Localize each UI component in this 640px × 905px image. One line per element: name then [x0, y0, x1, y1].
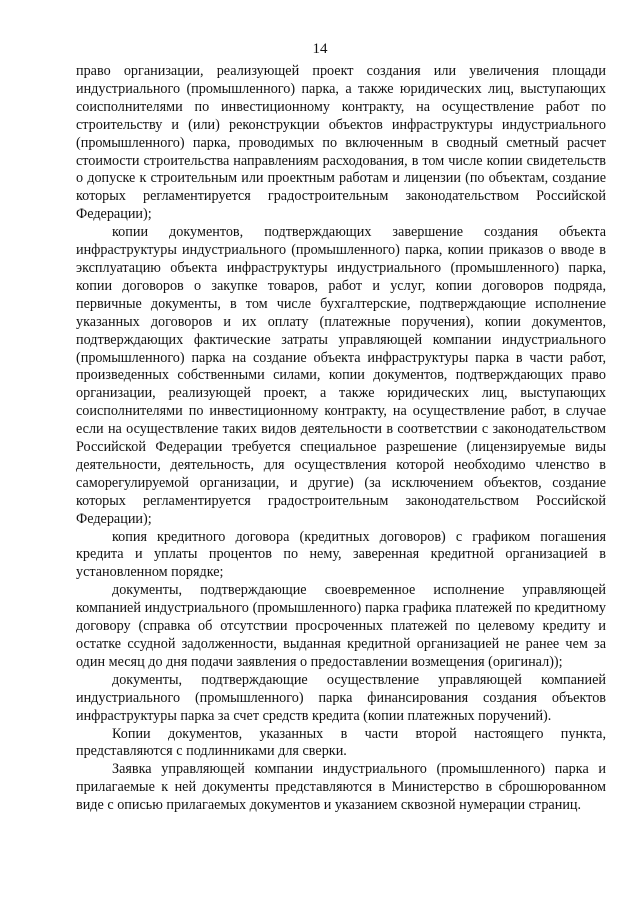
page-number: 14 — [312, 41, 328, 57]
paragraph-credit-agreement: копия кредитного договора (кредитных договоров) с графиком погашения кредита и уплаты процентов по нему, заверенная кредитной организацией в установленном порядке; — [76, 528, 606, 581]
paragraph-completion-documents: копии документов, подтверждающих завершение создания объекта инфраструктуры индустриального (промышленного) парка, копии приказов о вводе в эксплуатацию объекта инфраструктуры индустриального (промышленного) парка, копии договоров о закупке товаров, работ и услуг, копии договоров подряда, первичные документы, в том числе бухгалтерские, подтверждающие исполнение указанных договоров и их оплату (платежные поручения), копии документов, подтверждающих фактические затраты управляющей компании индустриального (промышленного) парка на создание объекта инфраструктуры парка в части работ, произведенных собственными силами, копии документов, подтверждающих право организации, реализующей проект, а также юридических лиц, выступающих соисполнителями по инвестиционному контракту, на осуществление работ, в случае если на осуществление таких видов деятельности в соответствии с законодательством Российской Федерации требуется специальное разрешение (лицензируемые виды деятельности, деятельность, для осуществления которой необходимо членство в саморегулируемой организации, и другие) (за исключением объектов, создание которых регламентируется градостроительным законодательством Российской Федерации); — [76, 224, 606, 527]
paragraph-financing-documents: документы, подтверждающие осуществление управляющей компанией индустриального (промышленного) парка финансирования создания объектов инфраструктуры парка за счет средств кредита (копии платежных поручений). — [76, 671, 606, 724]
document-body — [76, 63, 606, 815]
paragraph-payment-schedule: документы, подтверждающие своевременное исполнение управляющей компанией индустриального (промышленного) парка графика платежей по кредитному договору (справка об отсутствии просроченных платежей по целевому кредиту и остатке ссудной задолженности, выданная кредитной организацией не ранее чем за один месяц до дня подачи заявления о предоставлении возмещения (оригинал)); — [76, 582, 606, 670]
paragraph-copies-verification: Копии документов, указанных в части второй настоящего пункта, представляются с подлинниками для сверки. — [76, 725, 606, 760]
paragraph-continuation: право организации, реализующей проект создания или увеличения площади индустриального (промышленного) парка, а также юридических лиц, выступающих соисполнителями по инвестиционному контракту, на осуществление работ по строительству и (или) реконструкции объектов инфраструктуры индустриального (промышленного) парка, проводимых по включенным в сводный сметный расчет стоимости строительства направлениям расходования, в том числе копии свидетельств о допуске к строительным или проектным работам и лицензии (по объектам, создание которых регламентируется градостроительным законодательством Российской Федерации); — [76, 63, 606, 223]
paragraph-application-submission: Заявка управляющей компании индустриального (промышленного) парка и прилагаемые к ней документы представляются в Министерство в сброшюрованном виде с описью прилагаемых документов и указанием сквозной нумерации страниц. — [76, 761, 606, 814]
